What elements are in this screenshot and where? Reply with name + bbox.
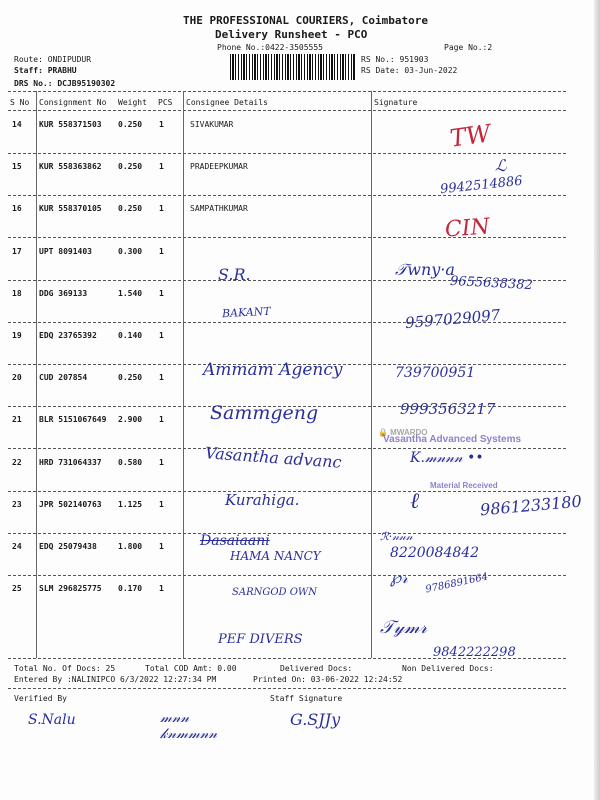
row-sno: 15 <box>12 162 22 171</box>
cod-amount: Total COD Amt: 0.00 <box>145 664 237 673</box>
row-sno: 18 <box>12 289 22 298</box>
row-consignment: SLM 296825775 <box>39 584 102 593</box>
row-sno: 17 <box>12 247 22 256</box>
consignee-row-22: Kurahiga. <box>225 491 300 509</box>
phone-number: Phone No.:0422-3505555 <box>217 43 323 52</box>
struck-text-row-23: Dasaiaani <box>200 533 270 549</box>
row-pcs: 1 <box>159 247 164 256</box>
row-consignment: KUR 558370105 <box>39 204 102 213</box>
consignee-row-18: BAKANT <box>221 304 272 321</box>
row-pcs: 1 <box>159 458 164 467</box>
grid-line <box>36 91 37 658</box>
row-sno: 21 <box>12 415 22 424</box>
row-weight: 1.540 <box>118 289 143 298</box>
staff-name: Staff: PRABHU <box>14 66 77 75</box>
row-consignment: JPR 502140763 <box>39 500 102 509</box>
row-sno: 14 <box>12 120 22 129</box>
row-weight: 1.800 <box>118 542 143 551</box>
rs-date: RS Date: 03-Jun-2022 <box>361 66 458 75</box>
row-pcs: 1 <box>159 331 164 340</box>
consignee-row-19: Ammam Agency <box>203 360 343 380</box>
page-number: Page No.:2 <box>444 43 493 52</box>
row-pcs: 1 <box>159 120 164 129</box>
consignee-row-17: S.R. <box>218 265 251 284</box>
printed-on: Printed On: 03-06-2022 12:24:52 <box>253 675 403 684</box>
row-weight: 0.250 <box>118 120 143 129</box>
col-pcs: PCS <box>158 98 173 107</box>
consignee-row-25: PEF DIVERS <box>218 632 303 647</box>
row-consignment: HRD 731064337 <box>39 458 102 467</box>
signature-row-23: 8220084842 <box>390 545 480 561</box>
document-title: Delivery Runsheet - PCO <box>215 28 368 41</box>
row-consignment: KUR 558363862 <box>39 162 102 171</box>
grid-line <box>183 91 184 658</box>
company-name: THE PROFESSIONAL COURIERS, Coimbatore <box>183 14 429 27</box>
row-consignment: DDG 369133 <box>39 289 88 298</box>
signature-scribble-row-17: 𝒯wny·a <box>395 260 455 279</box>
row-divider <box>8 533 566 534</box>
entered-by: Entered By :NALINIPCO 6/3/2022 12:27:34 PM <box>14 675 217 684</box>
signature-scribble-row-25: 𝒯𝓎𝓂𝓇 <box>380 617 428 638</box>
consignee-row-20: Sammgeng <box>210 402 319 424</box>
row-sno: 16 <box>12 204 22 213</box>
row-divider <box>8 195 566 196</box>
signature-mark-row-15: ℒ <box>495 156 507 175</box>
verifier-signature: S.Nalu <box>28 712 76 728</box>
row-pcs: 1 <box>159 542 164 551</box>
row-consignee: PRADEEPKUMAR <box>190 162 248 171</box>
signature-row-18: 9597029097 <box>404 305 502 333</box>
row-sno: 23 <box>12 500 22 509</box>
signature-row-19: 739700951 <box>395 365 476 381</box>
col-signature: Signature <box>374 98 418 107</box>
col-weight: Weight <box>118 98 147 107</box>
row-weight: 0.580 <box>118 458 143 467</box>
row-sno: 25 <box>12 584 22 593</box>
total-docs: Total No. Of Docs: 25 <box>14 664 116 673</box>
row-consignment: UPT 8091403 <box>39 247 92 256</box>
row-weight: 0.140 <box>118 331 143 340</box>
row-weight: 0.250 <box>118 373 143 382</box>
row-pcs: 1 <box>159 584 164 593</box>
signature-row-16: CIN <box>444 214 491 243</box>
row-pcs: 1 <box>159 162 164 171</box>
signature-row-17: 9655638382 <box>449 273 534 294</box>
signature-row-24: 9786891664 <box>424 571 490 596</box>
row-sno: 20 <box>12 373 22 382</box>
row-consignee: SAMPATHKUMAR <box>190 204 248 213</box>
staff-signature-label: Staff Signature <box>270 694 343 703</box>
row-sno: 19 <box>12 331 22 340</box>
row-weight: 0.170 <box>118 584 143 593</box>
divider <box>8 688 566 689</box>
company-stamp: Vasantha Advanced Systems <box>383 434 522 445</box>
signature-row-20: 9993563217 <box>400 400 496 418</box>
verified-by-label: Verified By <box>14 694 67 703</box>
signature-scribble-row-22: ℓ <box>410 489 420 514</box>
row-pcs: 1 <box>159 373 164 382</box>
stamp-label: 🔒 MWARDO <box>378 428 428 437</box>
received-stamp: Material Received <box>430 481 498 490</box>
row-consignment: KUR 558371503 <box>39 120 102 129</box>
signature-row-21: K.𝓂𝓃𝓃𝓃 •• <box>410 450 484 466</box>
row-consignment: BLR 5151067649 <box>39 415 107 424</box>
row-pcs: 1 <box>159 415 164 424</box>
row-consignment: CUD 207854 <box>39 373 88 382</box>
col-consignment: Consignment No <box>39 98 107 107</box>
route: Route: ONDIPUDUR <box>14 55 92 64</box>
row-consignment: EDQ 25079438 <box>39 542 97 551</box>
row-weight: 0.250 <box>118 204 143 213</box>
row-sno: 22 <box>12 458 22 467</box>
consignee-row-21: Vasantha advanc <box>204 443 343 472</box>
grid-line <box>371 91 372 658</box>
row-divider <box>8 153 566 154</box>
signature-row-14: TW <box>448 119 493 153</box>
delivered-docs: Delivered Docs: <box>280 664 353 673</box>
signature-row-25: 9842222298 <box>433 645 516 660</box>
non-delivered-docs: Non Delivered Docs: <box>402 664 494 673</box>
signature-row-22: 9861233180 <box>479 491 583 520</box>
rs-number: RS No.: 951903 <box>361 55 429 64</box>
row-pcs: 1 <box>159 289 164 298</box>
signature-row-15: 9942514886 <box>439 173 524 198</box>
consignee-row-23: HAMA NANCY <box>230 549 321 563</box>
divider <box>8 658 566 659</box>
divider <box>8 91 566 92</box>
row-pcs: 1 <box>159 500 164 509</box>
drs-number: DRS No.: DCJB95190302 <box>14 79 116 88</box>
row-weight: 0.300 <box>118 247 143 256</box>
page-edge-shadow <box>594 0 600 800</box>
signature-scribble-row-23: ℛ·𝓃𝓃𝓃 <box>380 530 413 543</box>
col-sno: S No <box>10 98 30 107</box>
staff-signature: G.SJJy <box>290 710 341 729</box>
verifier-initials: 𝓂𝓃𝓃 𝓀𝓃𝓂𝓂𝓃𝓃 <box>160 710 218 742</box>
barcode <box>230 54 356 80</box>
row-pcs: 1 <box>159 204 164 213</box>
row-weight: 1.125 <box>118 500 143 509</box>
signature-scribble-row-24: ℘𝓇 <box>390 568 408 587</box>
consignee-row-24: SARNGOD OWN <box>232 587 317 598</box>
row-consignment: EDQ 23765392 <box>39 331 97 340</box>
col-consignee: Consignee Details <box>186 98 268 107</box>
row-consignee: SIVAKUMAR <box>190 120 234 129</box>
divider <box>8 110 566 111</box>
row-weight: 2.900 <box>118 415 143 424</box>
row-sno: 24 <box>12 542 22 551</box>
row-weight: 0.250 <box>118 162 143 171</box>
